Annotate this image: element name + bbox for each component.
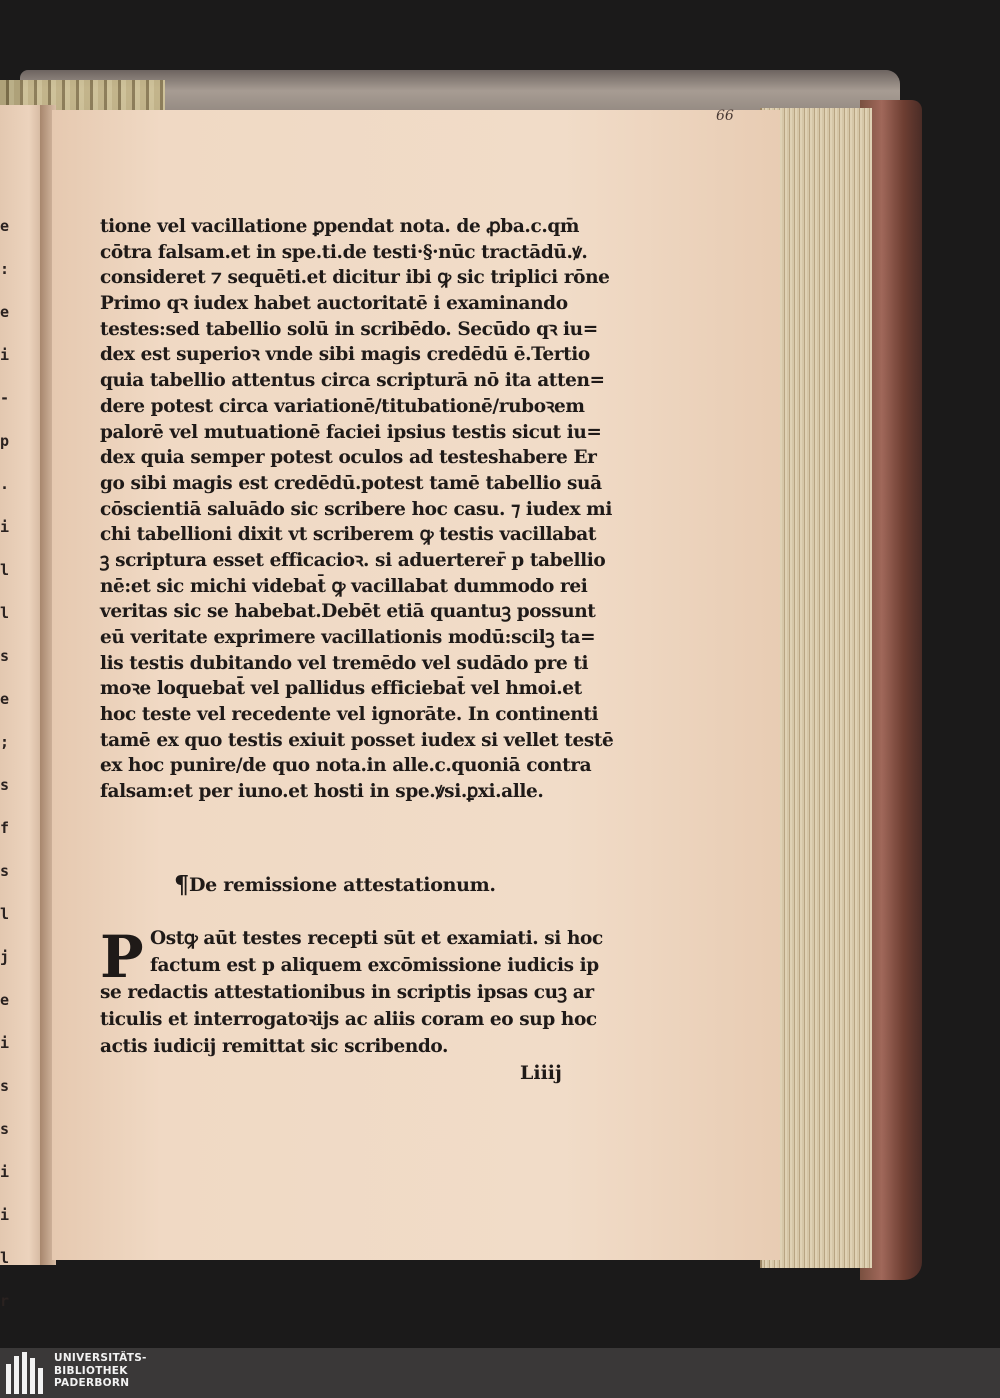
text-line: Ostꝙ aūt testes recepti sūt et examiati. si hoc bbox=[150, 928, 603, 949]
section-heading bbox=[174, 870, 496, 899]
text-line: cōscientiā saluādo sic scribere hoc casu. ⁊ iudex mi bbox=[100, 498, 612, 520]
library-logo-icon bbox=[6, 1352, 46, 1394]
drop-capital: P bbox=[100, 923, 144, 991]
text-line: go sibi magis est credēdū.potest tamē tabellio suā bbox=[100, 472, 602, 494]
library-name-line3: PADERBORN bbox=[54, 1377, 130, 1389]
text-line: consideret ⁊ sequēti.et dicitur ibi ꝙ sic triplici rōne bbox=[100, 267, 610, 289]
body-text-block bbox=[100, 214, 640, 805]
text-line: chi tabellioni dixit vt scriberem ꝙ testis vacillabat bbox=[100, 524, 597, 546]
text-line: tione vel vacillatione ꝑpendat nota. de ꝓba.c.qm̄ bbox=[100, 216, 580, 237]
text-line: factum est p aliquem excōmissione iudicis ip bbox=[150, 955, 599, 976]
library-footer bbox=[0, 1348, 1000, 1398]
library-name-line2: BIBLIOTHEK bbox=[54, 1364, 128, 1377]
left-page-fragments: e : e i - p . i l l s e ; s f s l j e i s s i i l r bbox=[0, 217, 10, 1310]
text-line: veritas sic se habebat.Debēt etiā quantuꝫ possunt bbox=[100, 601, 596, 623]
text-line: palorē vel mutuationē faciei ipsius testis sicut iu= bbox=[100, 421, 602, 443]
section-heading-text: De remissione attestationum. bbox=[188, 874, 496, 896]
text-line: se redactis attestationibus in scriptis ipsas cuꝫ ar bbox=[100, 982, 594, 1003]
text-line: testes:sed tabellio solū in scribēdo. Secūdo qꝛ iu= bbox=[100, 318, 598, 340]
text-line: lis testis dubitando vel tremēdo vel sudādo pre ti bbox=[100, 652, 589, 674]
text-line: actis iudicij remittat sic scribendo. bbox=[100, 1036, 449, 1057]
text-line: dere potest circa variationē/titubationē/ruboꝛem bbox=[100, 395, 585, 417]
text-line: Primo qꝛ iudex habet auctoritatē i examinando bbox=[100, 293, 568, 315]
text-line: nē:et sic michi videbat̄ ꝙ vacillabat dummodo rei bbox=[100, 575, 588, 597]
text-line: dex est superioꝛ vnde sibi magis credēdū ē.Tertio bbox=[100, 344, 590, 366]
text-line: tamē ex quo testis exiuit posset iudex si vellet testē bbox=[100, 729, 614, 751]
text-line: ticulis et interrogatoꝛijs ac aliis coram eo sup hoc bbox=[100, 1009, 597, 1030]
signature-mark: Liiij bbox=[520, 1062, 562, 1084]
folio-number: 66 bbox=[716, 108, 734, 124]
text-line: ex hoc punire/de quo nota.in alle.c.quoniā contra bbox=[100, 755, 592, 777]
library-name-line1: UNIVERSITÄTS- bbox=[54, 1352, 147, 1364]
text-line: hoc teste vel recedente vel ignorāte. In continenti bbox=[100, 704, 599, 726]
text-line: quia tabellio attentus circa scripturā nō ita atten= bbox=[100, 370, 605, 392]
text-line: falsam:et per iuno.et hosti in spe.ꝟsi.ꝑxi.alle. bbox=[100, 781, 544, 803]
pilcrow-mark: ¶ bbox=[174, 870, 189, 899]
library-name bbox=[54, 1352, 147, 1390]
text-line: eū veritate exprimere vacillationis modū:scilꝫ ta= bbox=[100, 627, 596, 648]
text-line: dex quia semper potest oculos ad testeshabere Er bbox=[100, 447, 597, 469]
text-line: moꝛe loquebat̄ vel pallidus efficiebat̄ vel hmoi.et bbox=[100, 678, 582, 700]
text-line: ꝫ scriptura esset efficacioꝛ. si aduerterer̄ p tabellio bbox=[100, 549, 606, 571]
second-paragraph bbox=[100, 925, 640, 1060]
text-line: cōtra falsam.et in spe.ti.de testi·§·nūc tractādū.ꝟ. bbox=[100, 241, 588, 263]
